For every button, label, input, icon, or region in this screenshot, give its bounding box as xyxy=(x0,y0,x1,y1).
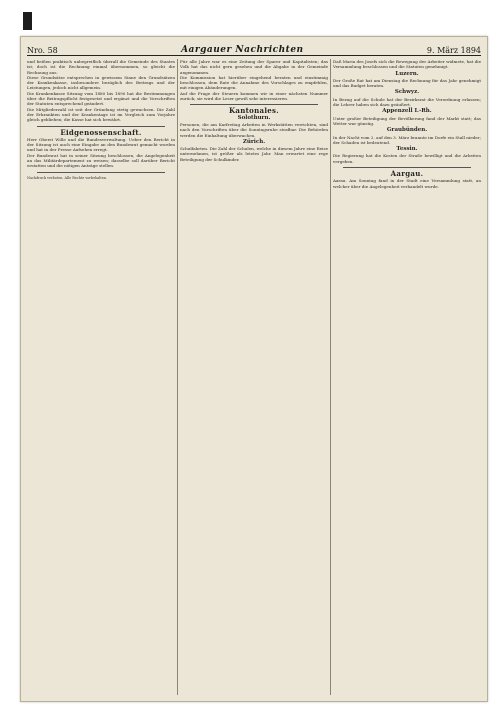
article-paragraph: Diese Grundsätze entsprechen in gewissem Sinne den Grundsätzen der Krankenkasse, insbesondere bezüglich des Beitrags und der Leistungen, jedoch nicht allgemein. xyxy=(27,74,175,91)
section-divider xyxy=(190,104,318,105)
article-paragraph: Personen, die am Karfreitag Arbeiten in Werkstätten verrichten, sind nach den Vorschriften über die Sonntagsruhe strafbar. Die Behörden werden die Einhaltung überwachen. xyxy=(180,121,328,138)
subsection-heading: Schwyz. xyxy=(394,89,420,96)
section-divider xyxy=(37,126,165,127)
column-middle xyxy=(180,59,328,695)
issue-number: Nro. 58 xyxy=(27,46,58,55)
section-divider xyxy=(343,167,471,168)
article-paragraph: Die Krankenkasse Sitzung vom 1880 bis 1890 hat die Bestimmungen über die Beitragspflicht festgesetzt und ergänzt und die Vorschriften der Statuten entsprechend geändert. xyxy=(27,90,175,107)
article-paragraph: Unter großer Beteiligung der Bevölkerung fand der Markt statt; das Wetter war günstig. xyxy=(333,115,481,126)
section-heading: Kantonales. xyxy=(228,106,280,116)
binder-clip-top xyxy=(23,12,32,30)
article-paragraph: Die Mitgliederzahl ist seit der Gründung stetig gewachsen. Die Zahl der Erkrankten und der Krankentage ist im Vergleich zum Vorjahre gleich geblieben; die Kasse hat sich bewährt. xyxy=(27,106,175,123)
subsection-heading: Appenzell I.-Rh. xyxy=(382,108,432,115)
subsection-heading: Zürich. xyxy=(242,138,266,145)
subsection-heading: Luzern. xyxy=(395,70,419,77)
column-rule xyxy=(177,59,178,695)
article-paragraph: Auf die Frage der Steuern kommen wir in einer nächsten Nummer zurück; sie wird die Leser gewiß sehr interessieren. xyxy=(180,90,328,102)
subsection-heading: Graubünden. xyxy=(386,127,428,134)
subsection-heading: Solothurn. xyxy=(237,114,271,121)
article-paragraph: In der Nacht vom 2. auf den 3. März brannte im Dorfe ein Stall nieder; der Schaden ist bedeutend. xyxy=(333,134,481,145)
newspaper-title: Aargauer Nachrichten xyxy=(181,45,304,55)
section-heading: Eidgenossenschaft. xyxy=(60,127,142,137)
article-paragraph: Der Bundesrat hat in seiner Sitzung beschlossen, die Angelegenheit an das Militärdepartement zu weisen; dasselbe soll darüber Bericht erstatten und die nötigen Anträge stellen. xyxy=(27,152,175,169)
article-paragraph: und beißen praktisch unbegreiflich überall die Gemeinde des Staates ist; doch ist die Rechnung einmal übernommen, so gleicht die Rechnung aus. xyxy=(27,59,175,75)
article-paragraph: Herr Oberst Wille und die Bundesverwaltung. Ueber den Bericht in der Sitzung ist auch eine Eingabe an den Bundesrat gemacht worden und hat in der Presse Aufsehen erregt. xyxy=(27,136,175,153)
article-paragraph: Schulfahrten. Die Zahl der Schulen, welche in diesem Jahre eine Reise unternehmen, ist größer als letztes Jahr. Man erwartet eine rege Beteiligung der Schulkinder. xyxy=(180,146,328,162)
issue-date: 9. März 1894 xyxy=(426,46,481,55)
section-divider xyxy=(37,172,165,173)
article-paragraph: Für alle Jahre war es eine Zeitung der Sparer und Kapitalisten; das Volk hat das nicht gern gesehen und die Abgabe in der Gemeinde angenommen. xyxy=(180,59,328,75)
newspaper-page xyxy=(20,36,488,702)
article-paragraph: Daß Maria des Josefs sich die Bewegung der Arbeiter widmete, hat die Versammlung beschlossen und die Statuten genehmigt. xyxy=(333,59,481,70)
footnote: Nachdruck verboten. Alle Rechte vorbehalten. xyxy=(27,175,108,180)
article-paragraph: Der Große Rat hat am Dienstag die Rechnung für das Jahr genehmigt und das Budget beraten. xyxy=(333,77,481,89)
page-header xyxy=(27,41,481,56)
article-paragraph: Die Regierung hat die Kosten der Straße bewilligt und die Arbeiten vergeben. xyxy=(333,153,481,164)
column-right xyxy=(333,59,481,695)
column-rule xyxy=(330,59,331,695)
subsection-heading: Tessin. xyxy=(396,146,418,153)
section-heading: Aargau. xyxy=(390,169,424,179)
article-paragraph: In Bezug auf die Schule hat der Bezirksrat die Verordnung erlassen; die Lehrer haben sich dazu geäußert. xyxy=(333,96,481,108)
article-paragraph: Aarau. Am Sonntag fand in der Stadt eine Versammlung statt, an welcher über die Angelegenheit verhandelt wurde. xyxy=(333,178,481,189)
article-paragraph: Die Kommission hat hierüber eingehend beraten und einstimmig beschlossen, dem Rate die Annahme des Vorschlages zu empfehlen, mit einigen Abänderungen. xyxy=(180,74,328,91)
column-left xyxy=(27,59,175,695)
